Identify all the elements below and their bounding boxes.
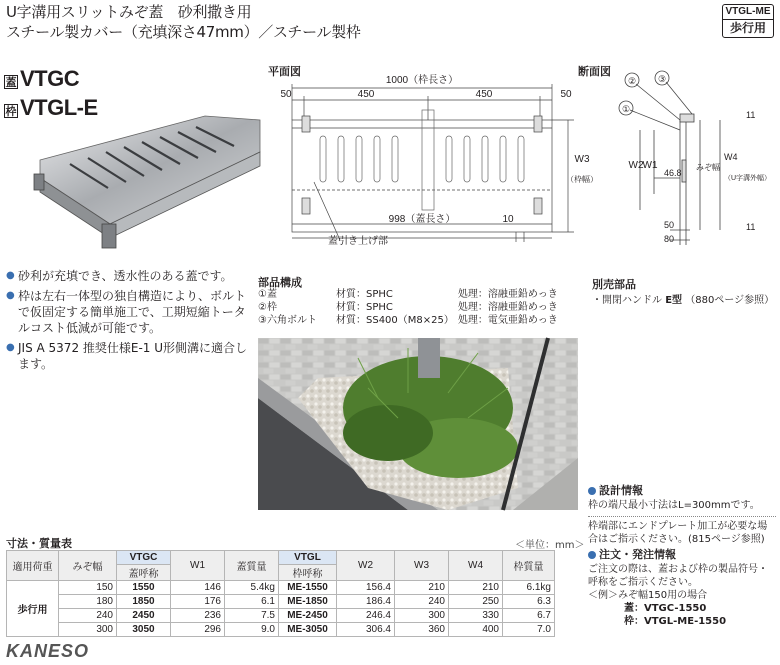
spec-w2: 156.4 xyxy=(337,581,395,595)
spec-header-vtgc-sub: 蓋呼称 xyxy=(117,565,171,581)
spec-cover-code: 3050 xyxy=(117,623,171,637)
order-info-line-1: ご注文の際は、蓋および枠の製品符号・呼称をご指示ください。 xyxy=(588,564,768,588)
cover-mark: 蓋 xyxy=(5,76,17,89)
spec-w4: 210 xyxy=(449,581,503,595)
parts-title: 部品構成 xyxy=(258,276,302,289)
spec-cover-mass: 7.5 xyxy=(225,609,279,623)
spec-header-groove: みぞ幅 xyxy=(59,551,117,581)
title-line-2: スチール製カバー（充填深さ47mm）／スチール製枠 xyxy=(6,23,361,41)
spec-frame-mass: 6.3 xyxy=(503,595,555,609)
spec-w3: 360 xyxy=(395,623,449,637)
design-info-line-2: 枠端部にエンドプレート加工が必要な場合はご指示ください。(815ページ参照) xyxy=(588,521,768,545)
plan-view-drawing xyxy=(262,70,598,255)
cover-code: VTGC xyxy=(20,66,80,91)
plan-view-label: 平面図 xyxy=(268,65,301,78)
spec-groove: 300 xyxy=(59,623,117,637)
divider xyxy=(588,516,776,517)
section-w4: W4 xyxy=(724,152,738,162)
part-material: 材質：SPHC xyxy=(336,302,393,313)
spec-row xyxy=(7,609,555,623)
part-material: 材質：SS400（M8×25） xyxy=(336,315,454,326)
spec-w2: 306.4 xyxy=(337,623,395,637)
part-treatment: 処理：電気亜鉛めっき xyxy=(457,315,558,326)
installation-photo xyxy=(258,338,578,510)
spec-groove: 240 xyxy=(59,609,117,623)
plan-dim-50-right: 50 xyxy=(560,89,572,100)
design-info-heading xyxy=(588,484,776,497)
plan-dim-450-b: 450 xyxy=(475,89,493,100)
spec-header-vtgl-sub: 枠呼称 xyxy=(279,565,337,581)
plan-cover-length: 998（蓋長さ） xyxy=(388,214,456,225)
frame-code: VTGL-E xyxy=(20,95,98,120)
order-frame-example: 枠：VTGL-ME-1550 xyxy=(624,616,727,627)
spec-cover-code: 1850 xyxy=(117,595,171,609)
design-info-title: 設計情報 xyxy=(599,484,643,497)
spec-cover-mass: 5.4kg xyxy=(225,581,279,595)
spec-w4: 330 xyxy=(449,609,503,623)
plan-dim-450-a: 450 xyxy=(357,89,375,100)
order-info-line-2: ＜例＞みぞ幅150用の場合 xyxy=(588,590,708,601)
callout-3: ③ xyxy=(657,74,667,84)
section-dim-11-bottom: 11 xyxy=(746,222,756,232)
separate-parts-type: E型 xyxy=(665,295,683,306)
parts-row xyxy=(258,314,562,327)
separate-parts-item xyxy=(592,291,774,306)
callout-2: ② xyxy=(627,76,637,86)
spec-frame-code: ME-3050 xyxy=(279,623,337,637)
spec-frame-mass: 6.1kg xyxy=(503,581,555,595)
spec-w1: 176 xyxy=(171,595,225,609)
spec-w4: 250 xyxy=(449,595,503,609)
callout-1: ① xyxy=(621,104,631,114)
section-view-drawing xyxy=(600,70,776,250)
bullet-dot-icon xyxy=(588,551,596,559)
parts-table xyxy=(258,288,562,327)
spec-w3: 240 xyxy=(395,595,449,609)
part-name: ①蓋 xyxy=(258,289,277,300)
spec-cover-mass: 9.0 xyxy=(225,623,279,637)
section-dim-50: 50 xyxy=(664,220,675,230)
spec-header-w4: W4 xyxy=(449,551,503,581)
section-dim-11-top: 11 xyxy=(746,110,756,120)
spec-w3: 300 xyxy=(395,609,449,623)
spec-frame-mass: 7.0 xyxy=(503,623,555,637)
spec-table-unit: ＜単位：mm＞ xyxy=(515,540,585,551)
plan-dim-10: 10 xyxy=(502,214,514,225)
section-w2: W2 xyxy=(628,160,644,171)
product-badge xyxy=(722,4,774,38)
spec-frame-code: ME-1550 xyxy=(279,581,337,595)
plan-w3-sub: （枠幅） xyxy=(566,175,598,184)
feature-item: ● 砂利が充填でき、透水性のある蓋です。 xyxy=(6,268,256,284)
badge-use: 歩行用 xyxy=(729,21,766,35)
spec-w4: 400 xyxy=(449,623,503,637)
spec-frame-code: ME-1850 xyxy=(279,595,337,609)
spec-header-row xyxy=(7,551,555,565)
spec-row xyxy=(7,623,555,637)
plan-lift-label: 蓋引き上げ部 xyxy=(328,236,388,247)
spec-w1: 236 xyxy=(171,609,225,623)
brand-logo: KANESO xyxy=(6,641,90,661)
frame-mark: 枠 xyxy=(5,105,17,118)
spec-header-w3: W3 xyxy=(395,551,449,581)
spec-row xyxy=(7,595,555,609)
spec-groove: 150 xyxy=(59,581,117,595)
title-line-1: U字溝用スリットみぞ蓋 砂利撒き用 xyxy=(6,3,252,21)
section-view-label: 断面図 xyxy=(578,65,611,78)
section-w1: W1 xyxy=(642,160,658,171)
design-info-line-1: 枠の端尺最小寸法はL=300mmです。 xyxy=(588,500,760,511)
spec-frame-code: ME-2450 xyxy=(279,609,337,623)
section-dim-46-8: 46.8 xyxy=(664,168,682,178)
badge-code: VTGL-ME xyxy=(723,5,773,20)
part-material: 材質：SPHC xyxy=(336,289,393,300)
spec-header-w2: W2 xyxy=(337,551,395,581)
part-treatment: 処理：溶融亜鉛めっき xyxy=(457,289,558,300)
separate-parts-prefix: ・開閉ハンドル xyxy=(592,295,662,306)
spec-header-load: 適用荷重 xyxy=(7,551,59,581)
spec-header-cover-mass: 蓋質量 xyxy=(225,551,279,581)
order-info-heading xyxy=(588,548,776,561)
spec-w3: 210 xyxy=(395,581,449,595)
design-info-block xyxy=(588,484,776,546)
feature-list xyxy=(6,268,256,376)
spec-w1: 296 xyxy=(171,623,225,637)
order-cover-example: 蓋：VTGC-1550 xyxy=(624,603,707,614)
spec-frame-mass: 6.7 xyxy=(503,609,555,623)
spec-cover-code: 2450 xyxy=(117,609,171,623)
section-dim-80: 80 xyxy=(664,234,675,244)
order-info-title: 注文・発注情報 xyxy=(599,548,676,561)
spec-table xyxy=(6,550,555,637)
spec-cover-mass: 6.1 xyxy=(225,595,279,609)
plan-dim-50-left: 50 xyxy=(280,89,292,100)
part-name: ③六角ボルト xyxy=(258,315,317,326)
spec-w2: 246.4 xyxy=(337,609,395,623)
part-name: ②枠 xyxy=(258,302,277,313)
spec-header-vtgc: VTGC xyxy=(117,551,171,565)
spec-w2: 186.4 xyxy=(337,595,395,609)
part-treatment: 処理：溶融亜鉛めっき xyxy=(457,302,558,313)
section-w4-sub: （U字溝外幅） xyxy=(724,175,772,182)
plan-w3-label: W3 xyxy=(574,154,590,165)
bullet-dot-icon xyxy=(588,487,596,495)
feature-item: ● JIS A 5372 推奨仕様E-1 U形側溝に適合します。 xyxy=(6,340,256,372)
cover-code-row xyxy=(4,66,79,92)
section-groove-width: みぞ幅 xyxy=(696,163,720,172)
spec-groove: 180 xyxy=(59,595,117,609)
parts-row xyxy=(258,301,562,314)
order-info-block xyxy=(588,548,776,628)
spec-header-frame-mass: 枠質量 xyxy=(503,551,555,581)
spec-header-w1: W1 xyxy=(171,551,225,581)
spec-table-title: 寸法・質量表 xyxy=(6,537,72,550)
separate-parts-ref: （880ページ参照） xyxy=(685,295,775,306)
spec-header-vtgl: VTGL xyxy=(279,551,337,565)
spec-load-value: 歩行用 xyxy=(7,581,59,637)
separate-parts-title: 別売部品 xyxy=(592,278,636,291)
parts-row xyxy=(258,288,562,301)
product-illustration xyxy=(30,112,260,252)
spec-row xyxy=(7,581,555,595)
spec-cover-code: 1550 xyxy=(117,581,171,595)
spec-w1: 146 xyxy=(171,581,225,595)
plan-total-length: 1000（枠長さ） xyxy=(385,75,459,86)
feature-item: ● 枠は左右一体型の独自構造により、ボルトで仮固定する簡単施工で、工期短縮トータルコスト低減が可能です。 xyxy=(6,288,256,336)
